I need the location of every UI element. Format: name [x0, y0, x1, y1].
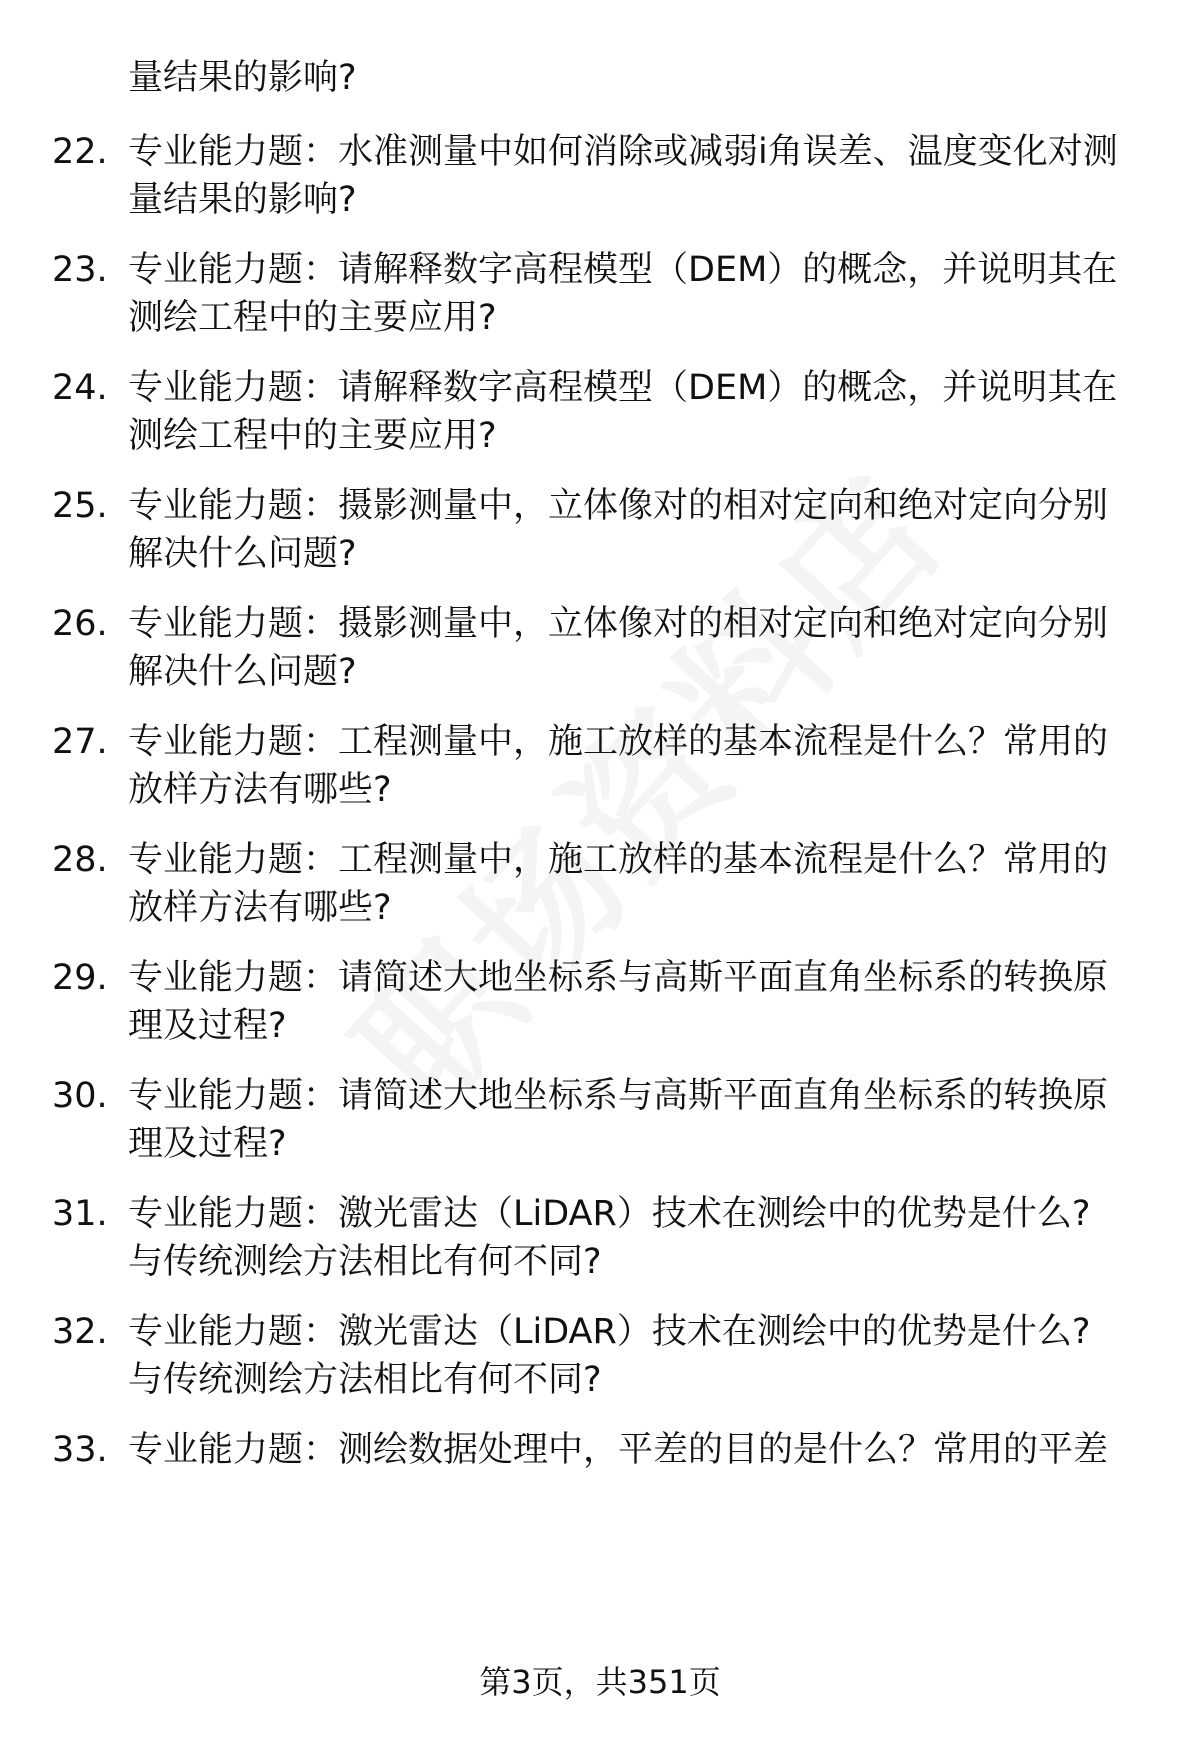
page-footer: 第3页，共351页: [479, 1663, 721, 1701]
question-number: 32.: [52, 1312, 108, 1352]
question-line: 与传统测绘方法相比有何不同?: [128, 1242, 602, 1282]
question-line: 解决什么问题?: [128, 652, 357, 692]
question-line: 理及过程?: [128, 1006, 287, 1046]
question-line: 专业能力题：水准测量中如何消除或减弱i角误差、温度变化对测: [128, 132, 1118, 172]
question-number: 29.: [52, 958, 108, 998]
question-line: 与传统测绘方法相比有何不同?: [128, 1360, 602, 1400]
question-number: 28.: [52, 840, 108, 880]
question-line: 专业能力题：请简述大地坐标系与高斯平面直角坐标系的转换原: [128, 958, 1109, 998]
question-number: 23.: [52, 250, 108, 290]
question-line: 放样方法有哪些?: [128, 888, 392, 928]
question-line: 理及过程?: [128, 1124, 287, 1164]
question-line: 测绘工程中的主要应用?: [128, 298, 497, 338]
question-line: 专业能力题：工程测量中，施工放样的基本流程是什么？常用的: [128, 840, 1109, 880]
question-line: 专业能力题：激光雷达（LiDAR）技术在测绘中的优势是什么?: [128, 1312, 1091, 1352]
question-number: 25.: [52, 486, 108, 526]
question-number: 27.: [52, 722, 108, 762]
question-line: 专业能力题：请解释数字高程模型（DEM）的概念，并说明其在: [128, 250, 1118, 290]
question-line: 专业能力题：测绘数据处理中，平差的目的是什么？常用的平差: [128, 1430, 1109, 1470]
question-line: 专业能力题：工程测量中，施工放样的基本流程是什么？常用的: [128, 722, 1109, 762]
question-number: 31.: [52, 1194, 108, 1234]
continuation-line: 量结果的影响?: [128, 58, 357, 98]
question-line: 量结果的影响?: [128, 180, 357, 220]
question-number: 30.: [52, 1076, 108, 1116]
question-line: 测绘工程中的主要应用?: [128, 416, 497, 456]
question-line: 专业能力题：摄影测量中，立体像对的相对定向和绝对定向分别: [128, 486, 1109, 526]
question-line: 专业能力题：请解释数字高程模型（DEM）的概念，并说明其在: [128, 368, 1118, 408]
question-line: 专业能力题：激光雷达（LiDAR）技术在测绘中的优势是什么?: [128, 1194, 1091, 1234]
question-number: 24.: [52, 368, 108, 408]
question-line: 专业能力题：请简述大地坐标系与高斯平面直角坐标系的转换原: [128, 1076, 1109, 1116]
question-line: 专业能力题：摄影测量中，立体像对的相对定向和绝对定向分别: [128, 604, 1109, 644]
question-line: 放样方法有哪些?: [128, 770, 392, 810]
question-number: 22.: [52, 132, 108, 172]
question-number: 26.: [52, 604, 108, 644]
question-number: 33.: [52, 1430, 108, 1470]
question-line: 解决什么问题?: [128, 534, 357, 574]
